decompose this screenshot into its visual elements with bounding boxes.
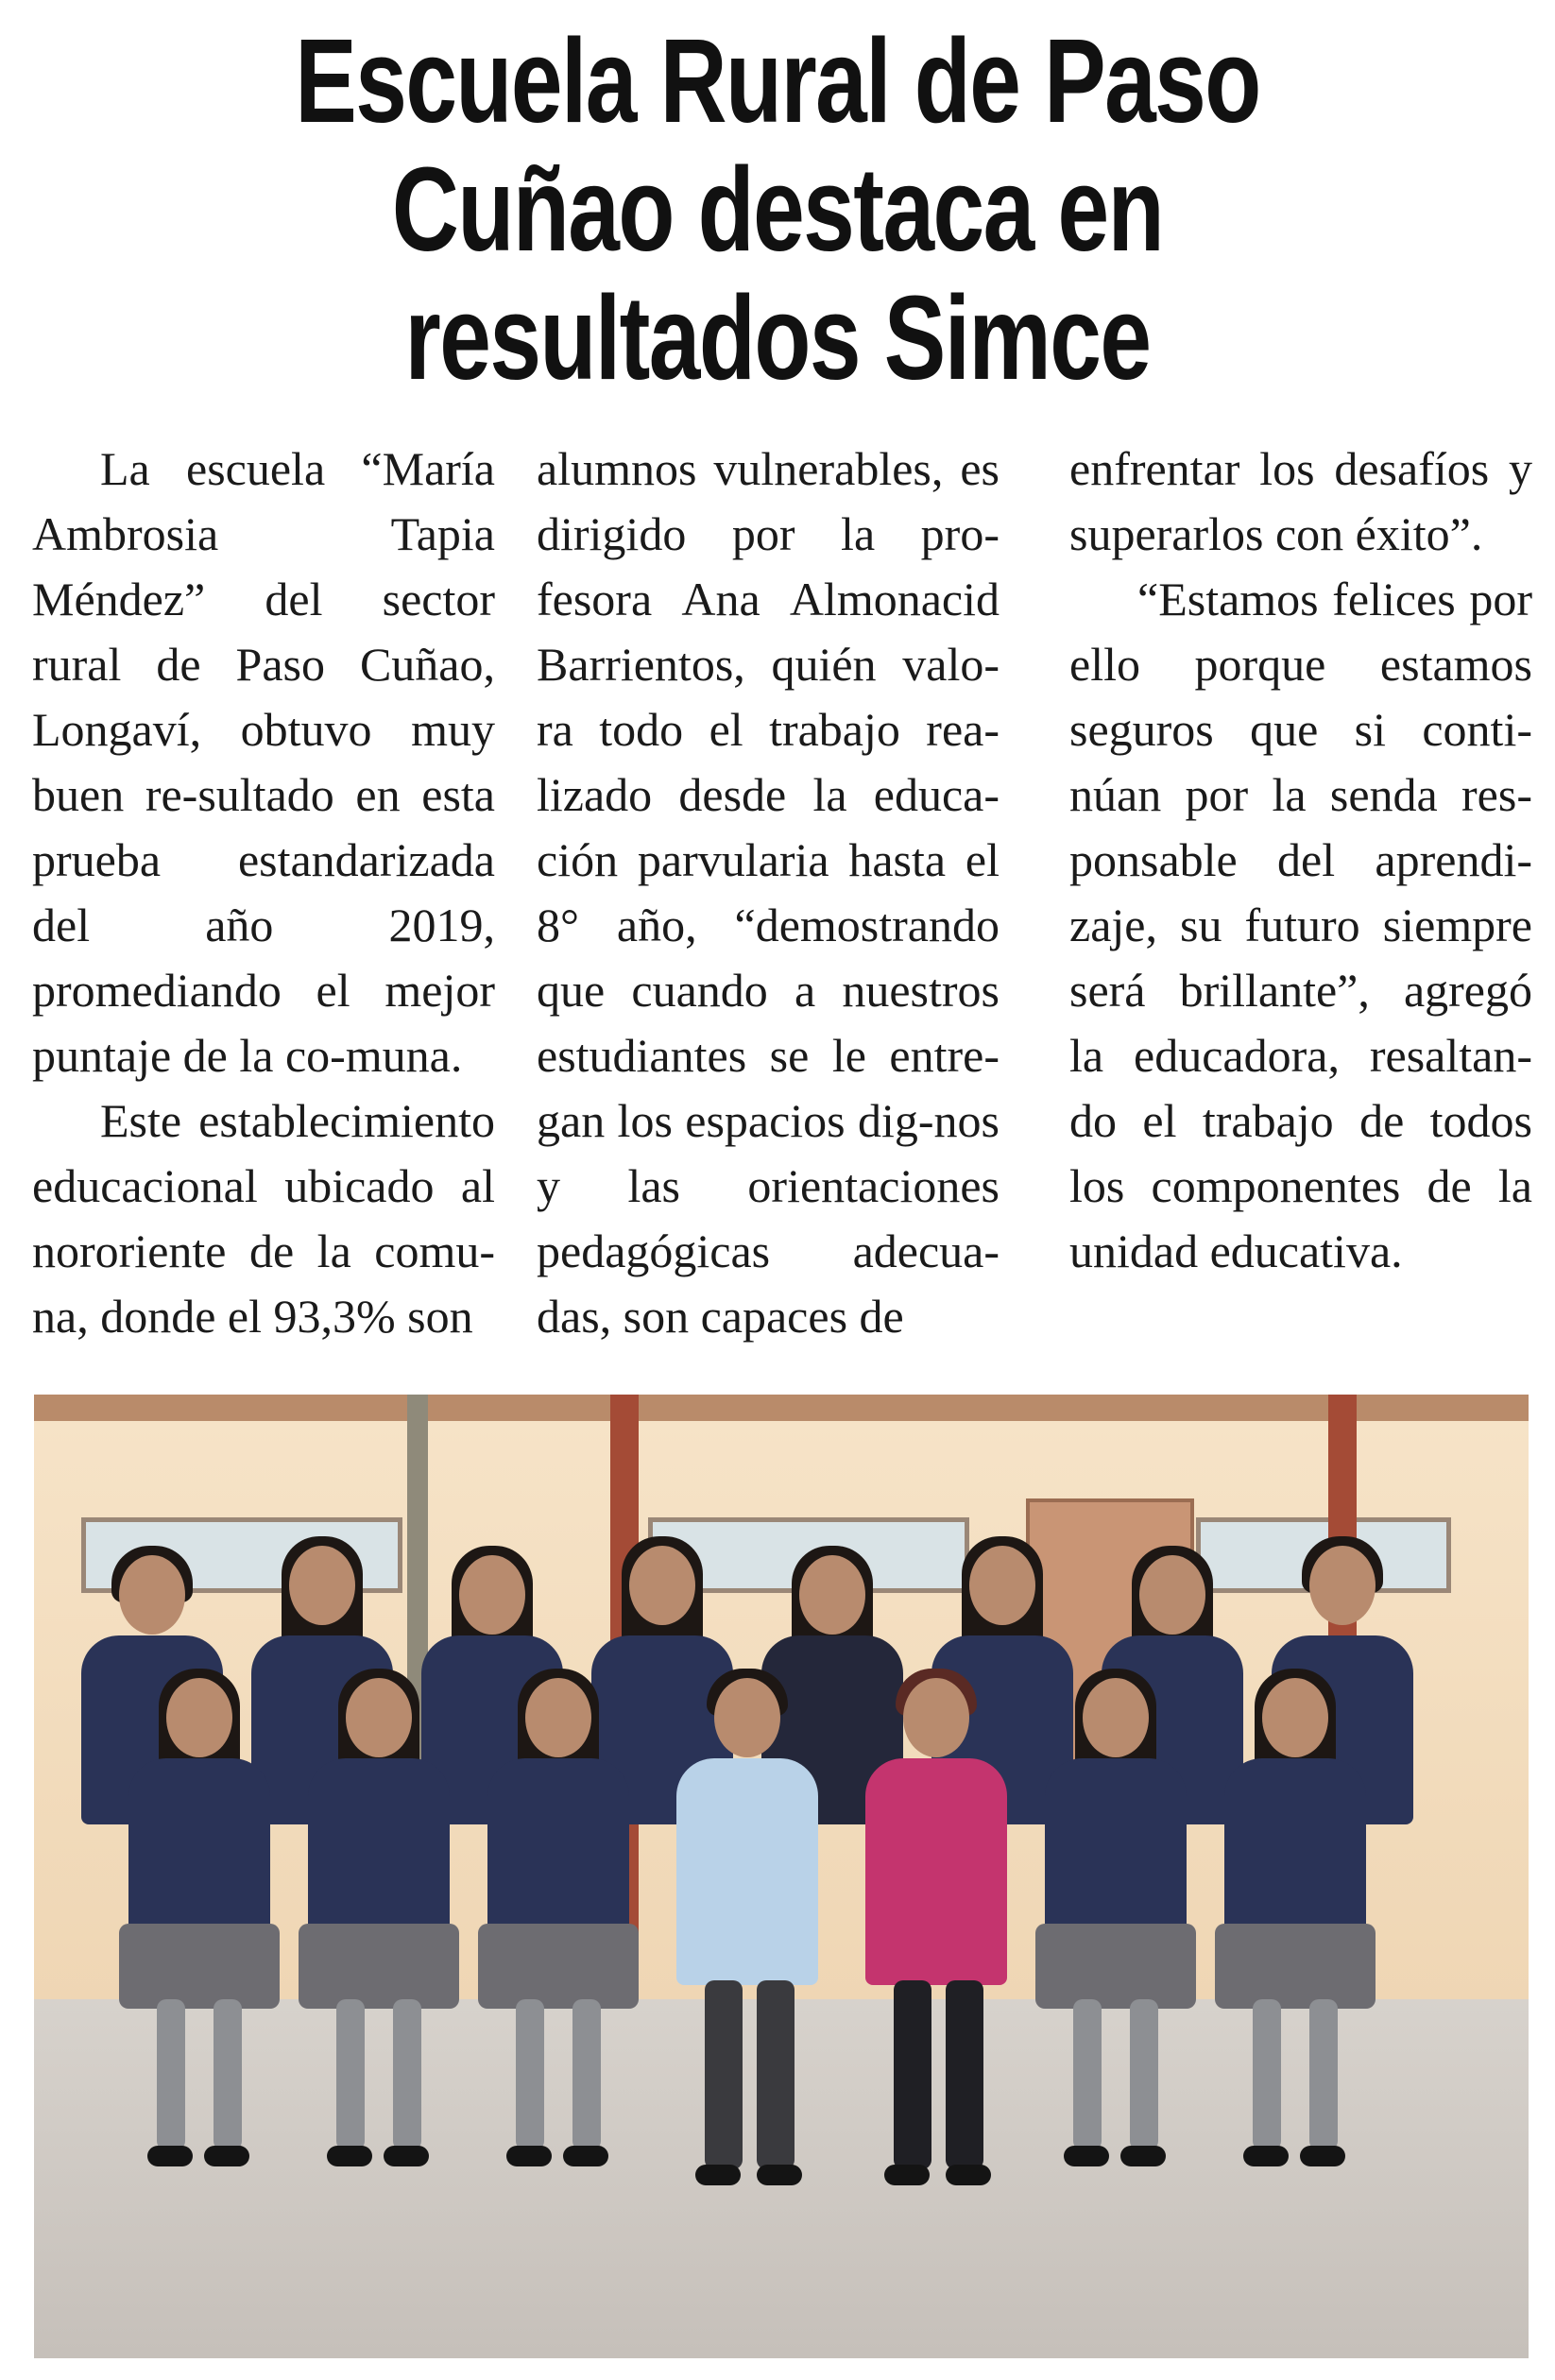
column-1 (32, 437, 495, 1349)
person-head (969, 1546, 1035, 1625)
person-head (289, 1546, 355, 1625)
headline-line-3: resultados Simce (404, 271, 1151, 404)
person-shoe (327, 2146, 372, 2166)
person-head (1139, 1555, 1205, 1635)
article-body (32, 437, 1536, 1344)
person-head (1262, 1678, 1328, 1757)
person-shoe (1064, 2146, 1109, 2166)
person-leg (894, 1980, 931, 2169)
person-shoe (563, 2146, 608, 2166)
person-head (119, 1555, 185, 1635)
person-shirt (308, 1758, 450, 1938)
person-leg (516, 1999, 544, 2150)
person-head (166, 1678, 232, 1757)
column-3 (1069, 437, 1532, 1284)
person-leg (1309, 1999, 1338, 2150)
person-head (1309, 1546, 1376, 1625)
person-head (525, 1678, 591, 1757)
person-head (1083, 1678, 1149, 1757)
person-leg (1253, 1999, 1281, 2150)
person-leg (705, 1980, 743, 2169)
headline-line-2: Cuñao destaca en (391, 143, 1164, 276)
person-leg (214, 1999, 242, 2150)
person-skirt (1035, 1924, 1196, 2009)
person-leg (336, 1999, 365, 2150)
person-shoe (384, 2146, 429, 2166)
person-head (629, 1546, 695, 1625)
person-leg (572, 1999, 601, 2150)
paragraph: alumnos vulnerables, es dirigido por la pro-fesora Ana Almonacid Barrientos, quién valo-ra todo el trabajo rea-lizado desde la educa-ción parvularia hasta el 8° año, “demostrando que cuando a nuestros estudiantes se le entre-gan los espacios dig-nos y las orientaciones pedagógicas adecua-das, son capaces de (537, 442, 1000, 1343)
paragraph: La escuela “María Ambrosia Tapia Méndez” del sector rural de Paso Cuñao, Longaví, obtuvo muy buen re-sultado en esta prueba estandarizada del año 2019, promediando el mejor puntaje de la co-muna. (32, 442, 495, 1082)
article-headline (171, 14, 1384, 404)
person-skirt (478, 1924, 639, 2009)
person-shoe (757, 2165, 802, 2185)
person-head (714, 1678, 780, 1757)
person-leg (1073, 1999, 1102, 2150)
person-head (459, 1555, 525, 1635)
person-head (346, 1678, 412, 1757)
person-shirt (487, 1758, 629, 1938)
person-shirt (1224, 1758, 1366, 1938)
person-shoe (147, 2146, 193, 2166)
person-shoe (204, 2146, 249, 2166)
person-leg (393, 1999, 421, 2150)
person-leg (1130, 1999, 1158, 2150)
person-shoe (884, 2165, 930, 2185)
person-shoe (946, 2165, 991, 2185)
headline-line-1: Escuela Rural de Paso (295, 14, 1260, 147)
person-leg (946, 1980, 983, 2169)
paragraph: Este establecimiento educacional ubicado al nororiente de la comu-na, donde el 93,3% son (32, 1094, 495, 1343)
person-shoe (1120, 2146, 1166, 2166)
paragraph: “Estamos felices por ello porque estamos seguros que si conti-núan por la senda res-ponsable del aprendi-zaje, su futuro siempre será brillante”, agregó la educadora, resaltan-do el trabajo de todos los componentes de la unidad educativa. (1069, 573, 1532, 1277)
person-leg (157, 1999, 185, 2150)
person-shirt (1045, 1758, 1187, 1938)
person-shirt (128, 1758, 270, 1938)
person-shirt (676, 1758, 818, 1985)
column-2 (537, 437, 1000, 1349)
group-photo (34, 1395, 1529, 2358)
person-skirt (1215, 1924, 1376, 2009)
person-leg (757, 1980, 795, 2169)
person-shoe (695, 2165, 741, 2185)
person-shoe (1243, 2146, 1289, 2166)
person-skirt (119, 1924, 280, 2009)
person-shoe (1300, 2146, 1345, 2166)
paragraph: enfrentar los desafíos y superarlos con éxito”. (1069, 442, 1532, 560)
photo-roofline (34, 1395, 1529, 1421)
person-shirt (865, 1758, 1007, 1985)
person-shoe (506, 2146, 552, 2166)
person-head (903, 1678, 969, 1757)
person-head (799, 1555, 865, 1635)
person-skirt (299, 1924, 459, 2009)
